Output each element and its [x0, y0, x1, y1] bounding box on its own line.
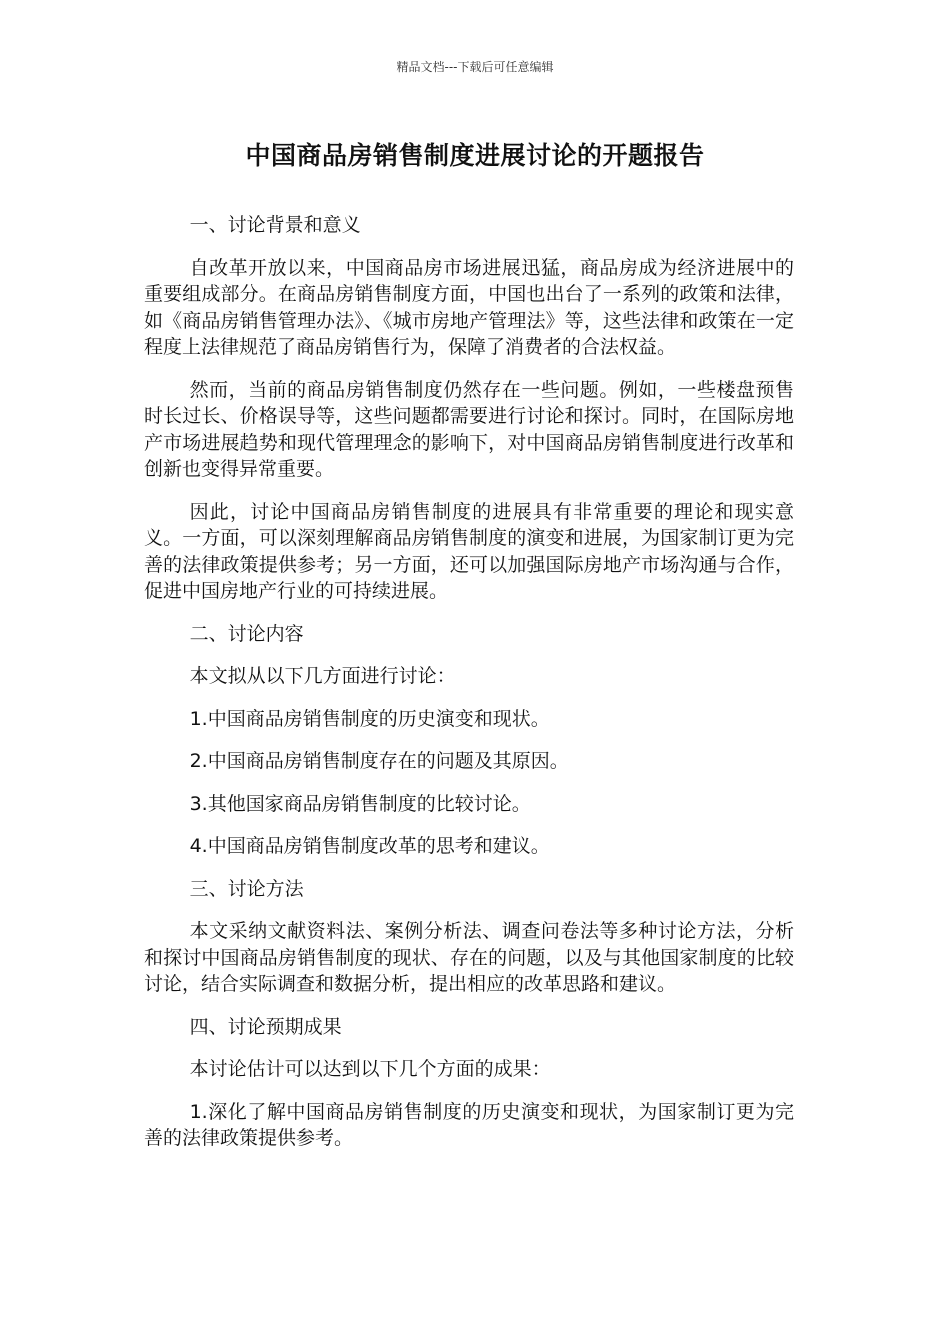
- list-item: 3.其他国家商品房销售制度的比较讨论。: [189, 792, 531, 815]
- list-item: 4.中国商品房销售制度改革的思考和建议。: [189, 835, 550, 857]
- section-heading-method: 三、讨论方法: [189, 877, 304, 900]
- body-paragraph: 本讨论估计可以达到以下几个方面的成果：: [189, 1058, 551, 1080]
- list-item: 1.深化了解中国商品房销售制度的历史演变和现状，为国家制订更为完善的法律政策提供参考。: [144, 1100, 794, 1149]
- section-heading-background: 一、讨论背景和意义: [189, 214, 361, 236]
- document-body: [144, 212, 794, 1168]
- body-paragraph: 本文采纳文献资料法、案例分析法、调查问卷法等多种讨论方法，分析和探讨中国商品房销售制度的现状、存在的问题，以及与其他国家制度的比较讨论，结合实际调查和数据分析，提出相应的改革思路和建议。: [144, 920, 794, 995]
- section-heading-results: 四、讨论预期成果: [189, 1015, 342, 1038]
- page-header: 精品文档---下载后可任意编辑: [396, 60, 554, 74]
- body-paragraph: 本文拟从以下几方面进行讨论：: [189, 665, 456, 687]
- body-paragraph: 自改革开放以来，中国商品房市场进展迅猛，商品房成为经济进展中的重要组成部分。在商品房销售制度方面，中国也出台了一系列的政策和法律，如《商品房销售管理办法》、《城市房地产管理法》等，这些法律和政策在一定程度上法律规范了商品房销售行为，保障了消费者的合法权益。: [144, 256, 794, 358]
- document-title: 中国商品房销售制度进展讨论的开题报告: [245, 141, 705, 170]
- list-item: 2.中国商品房销售制度存在的问题及其原因。: [189, 750, 569, 772]
- section-heading-content: 二、讨论内容: [189, 622, 304, 645]
- body-paragraph: 然而，当前的商品房销售制度仍然存在一些问题。例如，一些楼盘预售时长过长、价格误导等，这些问题都需要进行讨论和探讨。同时，在国际房地产市场进展趋势和现代管理理念的影响下，对中国商品房销售制度进行改革和创新也变得异常重要。: [144, 378, 794, 480]
- body-paragraph: 因此，讨论中国商品房销售制度的进展具有非常重要的理论和现实意义。一方面，可以深刻理解商品房销售制度的演变和进展，为国家制订更为完善的法律政策提供参考；另一方面，还可以加强国际房地产市场沟通与合作，促进中国房地产行业的可持续进展。: [144, 500, 794, 602]
- list-item: 1.中国商品房销售制度的历史演变和现状。: [189, 707, 550, 730]
